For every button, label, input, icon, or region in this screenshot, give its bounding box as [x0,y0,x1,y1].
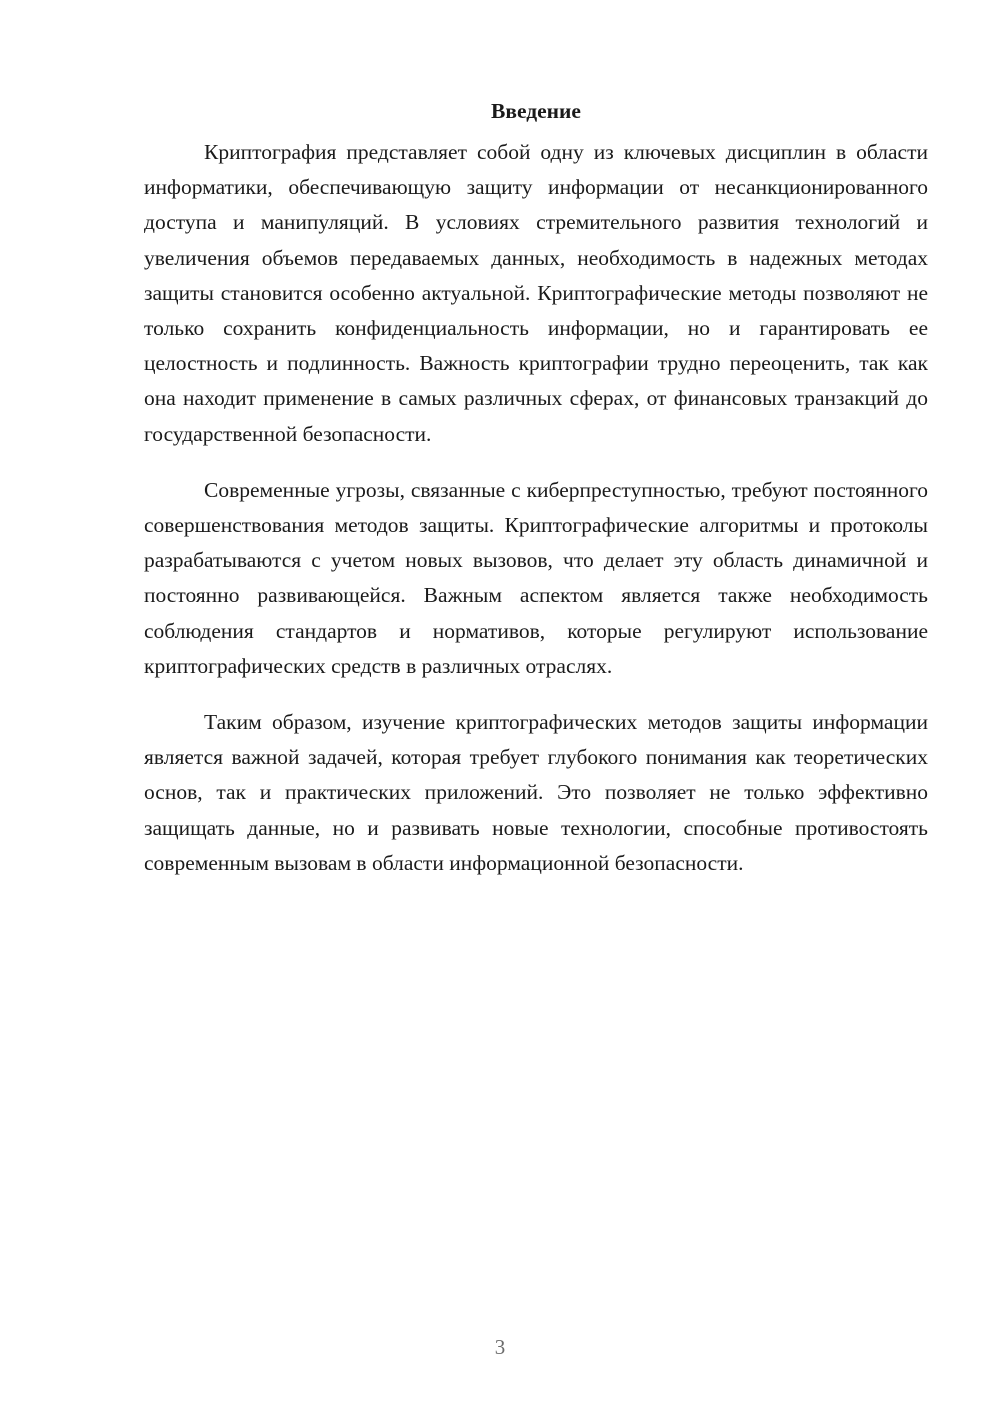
page-content [144,96,928,881]
page-number: 3 [494,1335,506,1359]
paragraph-1: Криптография представляет собой одну из ключевых дисциплин в области информатики, обеспечивающую защиту информации от несанкционированного доступа и манипуляций. В условиях стремительного развития технологий и увеличения объемов передаваемых данных, необходимость в надежных методах защиты становится особенно актуальной. Криптографические методы позволяют не только сохранить конфиденциальность информации, но и гарантировать ее целостность и подлинность. Важность криптографии трудно переоценить, так как она находит применение в самых различных сферах, от финансовых транзакций до государственной безопасности. [144,140,928,446]
paragraph-2: Современные угрозы, связанные с киберпреступностью, требуют постоянного совершенствования методов защиты. Криптографические алгоритмы и протоколы разрабатываются с учетом новых вызовов, что делает эту область динамичной и постоянно развивающейся. Важным аспектом является также необходимость соблюдения стандартов и нормативов, которые регулируют использование криптографических средств в различных отраслях. [144,477,928,678]
section-title: Введение [491,99,581,123]
paragraph-3: Таким образом, изучение криптографических методов защиты информации является важной задачей, которая требует глубокого понимания как теоретических основ, так и практических приложений. Это позволяет не только эффективно защищать данные, но и развивать новые технологии, способные противостоять современным вызовам в области информационной безопасности. [144,710,928,875]
